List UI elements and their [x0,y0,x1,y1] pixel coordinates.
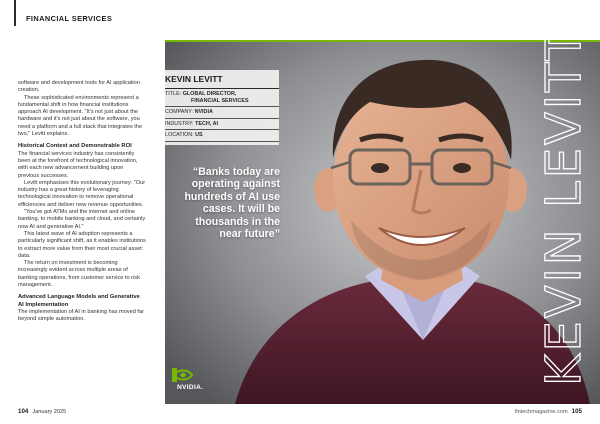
profile-industry-row [165,119,279,131]
section-title: FINANCIAL SERVICES [26,14,113,23]
article-paragraph: "You've got ATMs and the internet and online banking, to mobile banking and cloud, and certainly now AI and generative AI." [18,209,146,230]
industry-label: INDUSTRY: [165,120,194,127]
title-value: GLOBAL DIRECTOR, [182,91,237,97]
location-value: US [195,132,203,139]
pull-quote: “Banks today are operating against hundreds of AI use cases. It will be thousands in the near future” [184,166,280,241]
article-paragraph: This latest wave of AI adoption represents a particularly significant shift, as it enables institutions to extract more value from their most crucial asset: data. [18,230,146,259]
nvidia-logo-text: NVIDIA. [177,384,204,391]
title-label: TITLE: [165,91,182,97]
page-number-right: 105 [571,408,582,415]
article-paragraph: software and development tools for AI application creation. [18,80,140,94]
company-label: COMPANY: [165,109,194,116]
article-paragraph: The return on investment is becoming increasingly evident across multiple areas of banking operations, from customer service to risk management. [18,260,140,289]
page-number-left: 104 [18,408,29,415]
profile-infobox [165,70,279,145]
article-paragraph: The implementation of AI in banking has moved far beyond simple automation. [18,308,144,323]
profile-name: KEVIN LEVITT [165,73,279,89]
article-paragraph: Levitt emphasises this evolutionary journey: "Our industry has a great history of leveraging technological innovation to remove operational efficiencies and deliver new revenue opportunities. [18,179,146,208]
profile-title-row [165,89,279,107]
profile-location-row [165,130,279,142]
section-rule [14,0,16,26]
profile-company-row [165,107,279,119]
article-paragraph: These sophisticated environments represent a fundamental shift in how financial institutions approach AI development. "It's not just about the hardware and it's not just about the software, you need a platform and a full stack that integrates the two," Levitt explains. [18,94,143,138]
industry-value: TECH, AI [195,120,219,127]
nvidia-eye-icon [172,368,206,396]
company-value: NVIDIA [194,109,213,116]
issue-date: January 2025 [32,409,67,415]
accent-line [165,40,600,42]
article-subheading: Advanced Language Models and Generative AI Implementation [18,294,140,308]
footer-right [515,408,582,415]
article-column [18,80,146,324]
location-label: LOCATION: [165,132,194,139]
vertical-name: KEVIN LEVITT [536,28,592,386]
article-paragraph: The financial services industry has consistently been at the forefront of technological innovation, with each new advancement building upon previous successes. [18,150,138,179]
title-value-cont: FINANCIAL SERVICES [191,97,249,104]
article-subheading: Historical Context and Demonstrable ROI [18,143,132,150]
footer-left [18,408,66,415]
site-url: fintechmagazine.com [514,409,568,415]
